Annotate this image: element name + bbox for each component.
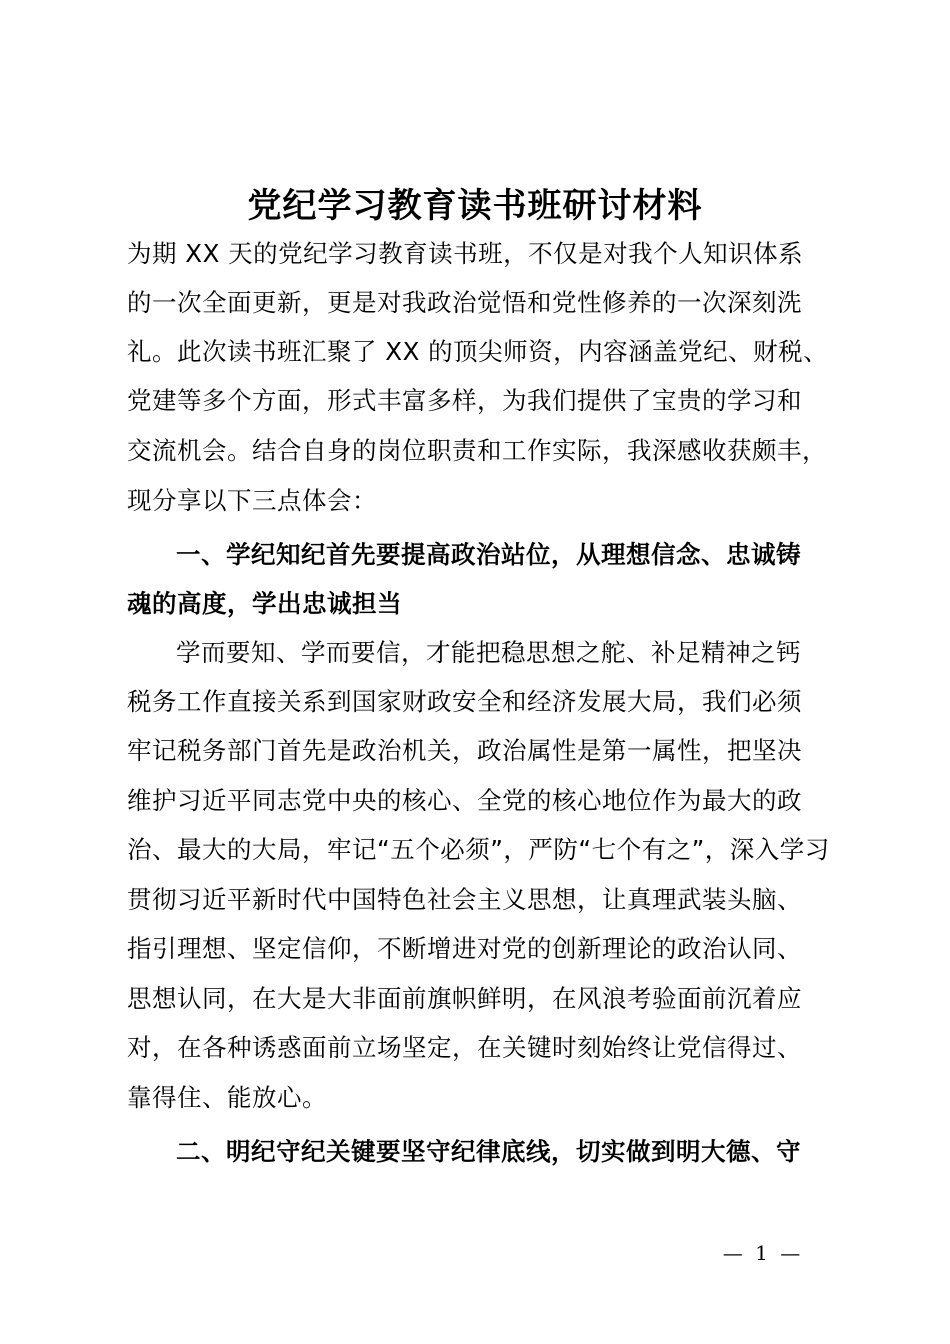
text-line: 学而要知、学而要信，才能把稳思想之舵、补足精神之钙 [176, 638, 801, 667]
text-line: 交流机会。结合自身的岗位职责和工作实际，我深感收获颇丰， [127, 436, 827, 465]
text-line: 为期 XX 天的党纪学习教育读书班，不仅是对我个人知识体系 [127, 239, 804, 268]
text-line: 礼。此次读书班汇聚了 XX 的顶尖师资，内容涵盖党纪、财税、 [127, 337, 829, 366]
text-line: 党建等多个方面，形式丰富多样，为我们提供了宝贵的学习和 [127, 386, 802, 415]
heading-line: 二、明纪守纪关键要坚守纪律底线，切实做到明大德、守 [176, 1137, 801, 1166]
document-title: 党纪学习教育读书班研讨材料 [247, 186, 703, 226]
page-number: — 1 — [722, 1241, 804, 1265]
heading-line: 一、学纪知纪首先要提高政治站位，从理想信念、忠诚铸 [176, 540, 801, 569]
text-line: 对，在各种诱惑面前立场坚定，在关键时刻始终让党信得过、 [127, 1033, 802, 1062]
text-line: 维护习近平同志党中央的核心、全党的核心地位作为最大的政 [127, 786, 802, 815]
text-line: 指引理想、坚定信仰，不断增进对党的创新理论的政治认同、 [127, 934, 802, 963]
text-line: 思想认同，在大是大非面前旗帜鲜明，在风浪考验面前沉着应 [127, 984, 802, 1013]
text-line: 贯彻习近平新时代中国特色社会主义思想，让真理武装头脑、 [127, 885, 802, 914]
text-line: 的一次全面更新，更是对我政治觉悟和党性修养的一次深刻洗 [127, 288, 802, 317]
text-line: 靠得住、能放心。 [127, 1083, 327, 1112]
text-line: 牢记税务部门首先是政治机关，政治属性是第一属性，把坚决 [127, 736, 802, 765]
text-line: 税务工作直接关系到国家财政安全和经济发展大局，我们必须 [127, 687, 802, 716]
text-line: 治、最大的大局，牢记“五个必须”，严防“七个有之”，深入学习 [127, 835, 830, 864]
heading-line: 魂的高度，学出忠诚担当 [127, 589, 402, 618]
text-line: 现分享以下三点体会： [127, 486, 377, 515]
